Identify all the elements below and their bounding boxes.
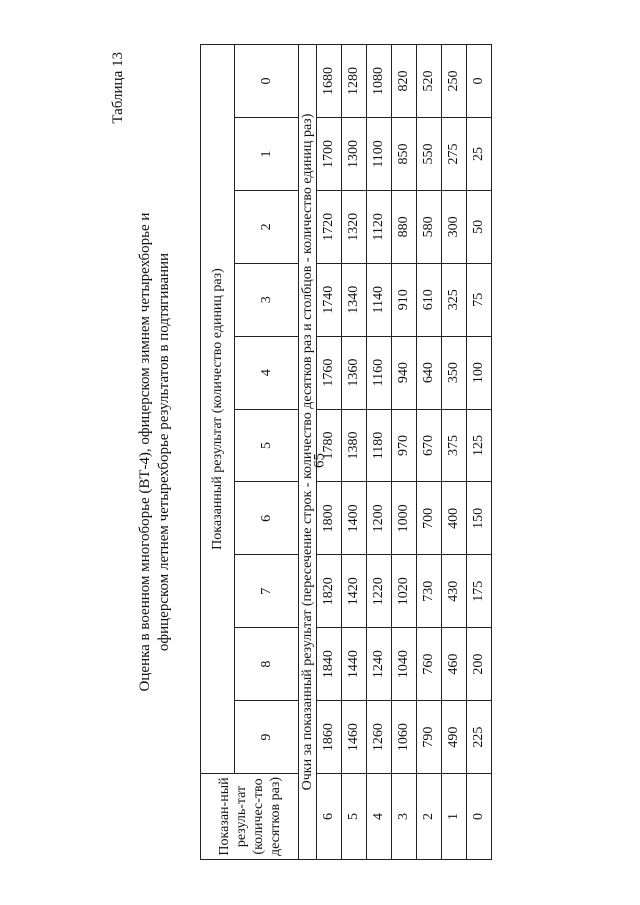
- score-cell: 1800: [317, 482, 342, 555]
- score-cell: 1760: [317, 336, 342, 409]
- table-row: [467, 45, 492, 860]
- table-row: [342, 45, 367, 860]
- score-cell: 375: [442, 409, 467, 482]
- row-header-cell: Показан-ный резуль-тат (количес-тво десятков раз): [201, 774, 299, 860]
- table-title: [136, 32, 174, 872]
- tens-cell: 6: [317, 774, 342, 860]
- score-cell: 700: [417, 482, 442, 555]
- score-cell: 1040: [392, 628, 417, 701]
- score-cell: 1020: [392, 555, 417, 628]
- points-subheader: Очки за показанный результат (пересечение строк - количество десятков раз и столбцов - количество единиц раз): [299, 45, 317, 860]
- table-row: [317, 45, 342, 860]
- score-cell: 1840: [317, 628, 342, 701]
- score-cell: 1260: [367, 701, 392, 774]
- table-row: [417, 45, 442, 860]
- score-cell: 1140: [367, 263, 392, 336]
- score-cell: 75: [467, 263, 492, 336]
- score-cell: 1080: [367, 45, 392, 118]
- column-group-header: Показанный результат (количество единиц раз): [201, 45, 235, 774]
- unit-header-cell: 3: [235, 263, 299, 336]
- score-cell: 325: [442, 263, 467, 336]
- score-cell: 1700: [317, 117, 342, 190]
- score-cell: 1720: [317, 190, 342, 263]
- score-cell: 790: [417, 701, 442, 774]
- score-cell: 820: [392, 45, 417, 118]
- score-cell: 910: [392, 263, 417, 336]
- page-number: 65: [311, 453, 328, 468]
- score-cell: 1320: [342, 190, 367, 263]
- table-row: [367, 45, 392, 860]
- unit-header-cell: 0: [235, 45, 299, 118]
- score-cell: 1220: [367, 555, 392, 628]
- tens-cell: 2: [417, 774, 442, 860]
- score-cell: 850: [392, 117, 417, 190]
- unit-header-cell: 4: [235, 336, 299, 409]
- score-cell: 1360: [342, 336, 367, 409]
- score-cell: 275: [442, 117, 467, 190]
- score-cell: 1440: [342, 628, 367, 701]
- score-cell: 1680: [317, 45, 342, 118]
- score-cell: 50: [467, 190, 492, 263]
- table-row: [442, 45, 467, 860]
- score-cell: 580: [417, 190, 442, 263]
- score-cell: 150: [467, 482, 492, 555]
- score-cell: 550: [417, 117, 442, 190]
- score-cell: 760: [417, 628, 442, 701]
- unit-header-cell: 6: [235, 482, 299, 555]
- unit-header-cell: 1: [235, 117, 299, 190]
- score-cell: 0: [467, 45, 492, 118]
- title-line-1: Оценка в военном многоборье (ВТ-4), офицерском зимнем четырехборье и: [137, 212, 153, 692]
- score-cell: 970: [392, 409, 417, 482]
- score-cell: 300: [442, 190, 467, 263]
- score-cell: 1000: [392, 482, 417, 555]
- tens-cell: 0: [467, 774, 492, 860]
- table-label: Таблица 13: [110, 52, 126, 124]
- score-cell: 225: [467, 701, 492, 774]
- table-row: [392, 45, 417, 860]
- tens-cell: 3: [392, 774, 417, 860]
- score-cell: 430: [442, 555, 467, 628]
- score-cell: 1160: [367, 336, 392, 409]
- score-cell: 1300: [342, 117, 367, 190]
- score-cell: 1120: [367, 190, 392, 263]
- score-cell: 1180: [367, 409, 392, 482]
- unit-header-cell: 8: [235, 628, 299, 701]
- score-cell: 400: [442, 482, 467, 555]
- score-cell: 1740: [317, 263, 342, 336]
- score-cell: 490: [442, 701, 467, 774]
- score-cell: 1060: [392, 701, 417, 774]
- score-cell: 1820: [317, 555, 342, 628]
- score-cell: 100: [467, 336, 492, 409]
- score-cell: 350: [442, 336, 467, 409]
- score-cell: 460: [442, 628, 467, 701]
- score-cell: 1460: [342, 701, 367, 774]
- score-cell: 1240: [367, 628, 392, 701]
- score-cell: 1280: [342, 45, 367, 118]
- score-cell: 1400: [342, 482, 367, 555]
- score-cell: 880: [392, 190, 417, 263]
- score-cell: 250: [442, 45, 467, 118]
- score-cell: 25: [467, 117, 492, 190]
- tens-cell: 4: [367, 774, 392, 860]
- score-cell: 670: [417, 409, 442, 482]
- score-cell: 125: [467, 409, 492, 482]
- score-cell: 1860: [317, 701, 342, 774]
- unit-header-cell: 9: [235, 701, 299, 774]
- score-cell: 1380: [342, 409, 367, 482]
- score-cell: 175: [467, 555, 492, 628]
- score-cell: 1200: [367, 482, 392, 555]
- unit-header-cell: 2: [235, 190, 299, 263]
- title-line-2: офицерском летнем четырехборье результатов в подтягивании: [156, 252, 172, 652]
- score-cell: 1100: [367, 117, 392, 190]
- unit-header-cell: 7: [235, 555, 299, 628]
- score-cell: 610: [417, 263, 442, 336]
- scores-table: [200, 44, 492, 860]
- tens-cell: 5: [342, 774, 367, 860]
- score-cell: 1780: [317, 409, 342, 482]
- score-cell: 200: [467, 628, 492, 701]
- score-cell: 1340: [342, 263, 367, 336]
- score-cell: 640: [417, 336, 442, 409]
- tens-cell: 1: [442, 774, 467, 860]
- unit-header-cell: 5: [235, 409, 299, 482]
- score-cell: 940: [392, 336, 417, 409]
- score-cell: 520: [417, 45, 442, 118]
- score-cell: 730: [417, 555, 442, 628]
- rotated-page-content: [110, 32, 530, 872]
- score-cell: 1420: [342, 555, 367, 628]
